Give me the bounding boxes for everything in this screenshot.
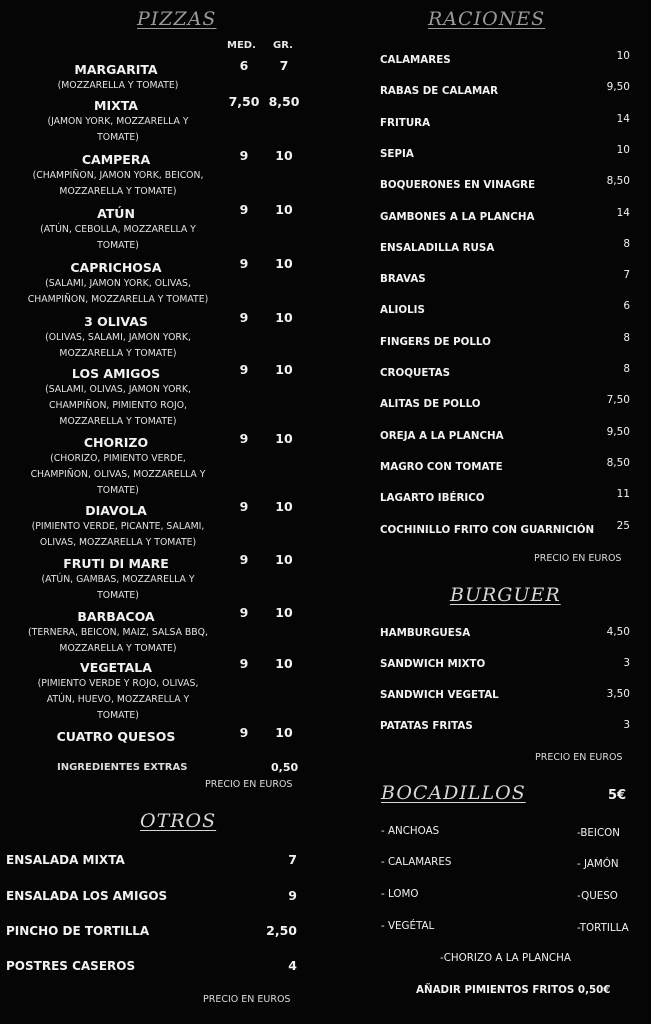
pizza-description: (CHAMPIÑON, JAMON YORK, BEICON, <box>32 170 204 181</box>
racion-name: COCHINILLO FRITO CON GUARNICIÓN <box>380 523 595 536</box>
racion-price: 14 <box>616 112 630 125</box>
pizza-price-med: 9 <box>239 552 249 567</box>
otros-item-price: 2,50 <box>266 923 297 938</box>
pizza-description: MOZZARELLA Y TOMATE) <box>59 186 177 197</box>
otros-item-price: 4 <box>288 958 297 973</box>
bocadillos-extra-chorizo: -CHORIZO A LA PLANCHA <box>440 952 571 964</box>
pizza-name: VEGETALA <box>80 660 152 675</box>
pizza-description: TOMATE) <box>97 240 139 251</box>
pizzas-extras-label: INGREDIENTES EXTRAS <box>57 762 188 773</box>
otros-item-name: ENSALADA MIXTA <box>6 853 125 867</box>
bocadillo-item: - JAMÓN <box>577 858 619 870</box>
bocadillos-price: 5€ <box>608 788 627 803</box>
pizzas-title: PIZZAS <box>137 8 217 30</box>
pizza-price-gr: 10 <box>275 552 293 567</box>
pizza-description: OLIVAS, MOZZARELLA Y TOMATE) <box>39 537 197 548</box>
racion-name: MAGRO CON TOMATE <box>380 460 503 473</box>
pizza-price-gr: 10 <box>275 656 293 671</box>
pizza-name: CAMPERA <box>81 152 151 167</box>
racion-price: 8 <box>623 331 630 344</box>
racion-name: OREJA A LA PLANCHA <box>380 429 504 442</box>
pizza-price-med: 6 <box>239 58 249 73</box>
racion-price: 8,50 <box>606 175 630 188</box>
racion-name: BRAVAS <box>380 273 426 286</box>
raciones-title: RACIONES <box>428 8 546 30</box>
pizza-description: (PIMIENTO VERDE Y ROJO, OLIVAS, <box>37 678 199 689</box>
pizza-description: (CHORIZO, PIMIENTO VERDE, <box>50 453 186 464</box>
raciones-note: PRECIO EN EUROS <box>534 553 622 564</box>
pizza-price-gr: 7 <box>279 58 289 73</box>
pizza-price-gr: 10 <box>275 725 293 740</box>
burguer-price: 4,50 <box>606 626 630 638</box>
racion-price: 25 <box>616 519 630 532</box>
racion-name: ENSALADILLA RUSA <box>380 241 495 254</box>
pizza-description: MOZZARELLA Y TOMATE) <box>59 348 177 359</box>
racion-price: 8,50 <box>606 456 630 469</box>
pizza-description: TOMATE) <box>97 132 139 143</box>
pizza-name: CUATRO QUESOS <box>56 729 176 744</box>
bocadillo-item: - LOMO <box>381 888 419 900</box>
pizza-name: BARBACOA <box>77 609 155 624</box>
pizza-description: TOMATE) <box>97 710 139 721</box>
pizza-description: (ATÚN, GAMBAS, MOZZARELLA Y <box>41 574 195 585</box>
pizza-price-med: 9 <box>239 725 249 740</box>
pizza-price-med: 9 <box>239 148 249 163</box>
burguer-note: PRECIO EN EUROS <box>535 752 623 763</box>
burguer-name: SANDWICH MIXTO <box>380 658 486 670</box>
pizza-price-med: 9 <box>239 431 249 446</box>
burguer-name: SANDWICH VEGETAL <box>380 689 499 701</box>
bocadillos-extra-pimientos: AÑADIR PIMIENTOS FRITOS 0,50€ <box>416 984 611 996</box>
racion-name: BOQUERONES EN VINAGRE <box>380 179 536 192</box>
pizza-price-gr: 10 <box>275 148 293 163</box>
burguer-title: BURGUER <box>450 584 561 606</box>
pizza-price-med: 9 <box>239 499 249 514</box>
pizza-price-gr: 10 <box>275 256 293 271</box>
racion-price: 7 <box>623 269 630 282</box>
pizza-description: MOZZARELLA Y TOMATE) <box>59 643 177 654</box>
pizza-name: ATÚN <box>97 206 135 221</box>
otros-note: PRECIO EN EUROS <box>203 994 291 1005</box>
racion-price: 10 <box>616 50 630 62</box>
racion-name: CROQUETAS <box>380 367 450 379</box>
pizzas-extras-price: 0,50 <box>271 761 299 774</box>
pizza-description: (PIMIENTO VERDE, PICANTE, SALAMI, <box>31 521 205 532</box>
racion-name: SEPIA <box>380 147 414 160</box>
pizza-description: (JAMON YORK, MOZZARELLA Y <box>47 116 189 127</box>
pizzas-note: PRECIO EN EUROS <box>205 779 293 790</box>
pizza-price-gr: 10 <box>275 431 293 446</box>
pizzas-col-gr: GR. <box>273 40 293 51</box>
pizza-name: MARGARITA <box>74 62 158 77</box>
racion-price: 7,50 <box>606 394 630 407</box>
pizza-price-gr: 10 <box>275 310 293 325</box>
pizza-price-med: 7,50 <box>228 94 260 109</box>
bocadillo-item: -QUESO <box>577 890 618 902</box>
pizza-description: TOMATE) <box>97 485 139 496</box>
pizza-price-gr: 8,50 <box>268 94 300 109</box>
pizza-name: LOS AMIGOS <box>71 366 161 381</box>
pizza-description: CHAMPIÑON, PIMIENTO ROJO, <box>48 400 188 411</box>
racion-price: 11 <box>616 488 630 501</box>
pizza-price-med: 9 <box>239 362 249 377</box>
racion-name: FINGERS DE POLLO <box>380 335 491 348</box>
racion-name: ALITAS DE POLLO <box>380 398 481 411</box>
pizza-name: DIAVOLA <box>85 503 147 518</box>
burguer-name: HAMBURGUESA <box>380 627 471 639</box>
pizza-price-gr: 10 <box>275 202 293 217</box>
pizza-name: FRUTI DI MARE <box>63 556 169 571</box>
pizza-description: MOZZARELLA Y TOMATE) <box>59 416 177 427</box>
pizza-description: CHAMPIÑON, MOZZARELLA Y TOMATE) <box>27 294 209 305</box>
pizzas-col-med: MED. <box>227 40 256 51</box>
burguer-price: 3 <box>623 657 630 669</box>
pizza-price-med: 9 <box>239 256 249 271</box>
racion-price: 6 <box>623 300 630 313</box>
pizza-name: CHORIZO <box>83 435 149 450</box>
pizza-description: TOMATE) <box>97 590 139 601</box>
otros-item-name: PINCHO DE TORTILLA <box>6 924 150 938</box>
otros-item-price: 9 <box>288 888 297 903</box>
pizza-description: (OLIVAS, SALAMI, JAMON YORK, <box>45 332 191 343</box>
racion-name: RABAS DE CALAMAR <box>380 85 499 98</box>
racion-price: 8 <box>623 237 630 250</box>
racion-price: 14 <box>616 206 630 219</box>
racion-name: ALIOLIS <box>380 304 425 317</box>
pizza-price-gr: 10 <box>275 362 293 377</box>
racion-price: 8 <box>623 363 630 375</box>
pizza-price-med: 9 <box>239 202 249 217</box>
racion-price: 9,50 <box>606 425 630 438</box>
burguer-price: 3 <box>623 719 630 731</box>
otros-item-name: ENSALADA LOS AMIGOS <box>6 889 168 903</box>
pizza-name: 3 OLIVAS <box>84 314 148 329</box>
racion-price: 10 <box>616 143 630 156</box>
racion-name: FRITURA <box>380 116 431 129</box>
pizza-description: (SALAMI, OLIVAS, JAMON YORK, <box>45 384 191 395</box>
bocadillo-item: - ANCHOAS <box>381 825 440 837</box>
racion-name: CALAMARES <box>380 54 451 66</box>
pizza-name: MIXTA <box>94 98 138 113</box>
pizza-description: (TERNERA, BEICON, MAIZ, SALSA BBQ, <box>28 627 208 638</box>
bocadillo-item: -BEICON <box>577 827 620 839</box>
pizza-name: CAPRICHOSA <box>70 260 162 275</box>
bocadillo-item: - VEGÉTAL <box>381 920 435 932</box>
pizza-price-gr: 10 <box>275 605 293 620</box>
bocadillo-item: -TORTILLA <box>577 922 629 934</box>
pizza-description: ATÚN, HUEVO, MOZZARELLA Y <box>46 694 190 705</box>
otros-item-name: POSTRES CASEROS <box>6 959 136 973</box>
burguer-name: PATATAS FRITAS <box>380 720 473 732</box>
pizza-price-med: 9 <box>239 605 249 620</box>
pizza-description: CHAMPIÑON, OLIVAS, MOZZARELLA Y <box>30 469 206 480</box>
otros-item-price: 7 <box>288 852 297 867</box>
pizza-price-med: 9 <box>239 656 249 671</box>
pizza-price-med: 9 <box>239 310 249 325</box>
otros-title: OTROS <box>140 810 217 832</box>
burguer-price: 3,50 <box>606 688 630 700</box>
pizza-description: (MOZZARELLA Y TOMATE) <box>57 80 179 91</box>
pizza-price-gr: 10 <box>275 499 293 514</box>
bocadillo-item: - CALAMARES <box>381 856 452 868</box>
racion-name: GAMBONES A LA PLANCHA <box>380 210 535 223</box>
racion-price: 9,50 <box>606 81 630 94</box>
pizza-description: (SALAMI, JAMON YORK, OLIVAS, <box>45 278 191 289</box>
racion-name: LAGARTO IBÉRICO <box>380 492 485 505</box>
bocadillos-title: BOCADILLOS <box>381 782 526 804</box>
pizza-description: (ATÚN, CEBOLLA, MOZZARELLA Y <box>40 224 196 235</box>
